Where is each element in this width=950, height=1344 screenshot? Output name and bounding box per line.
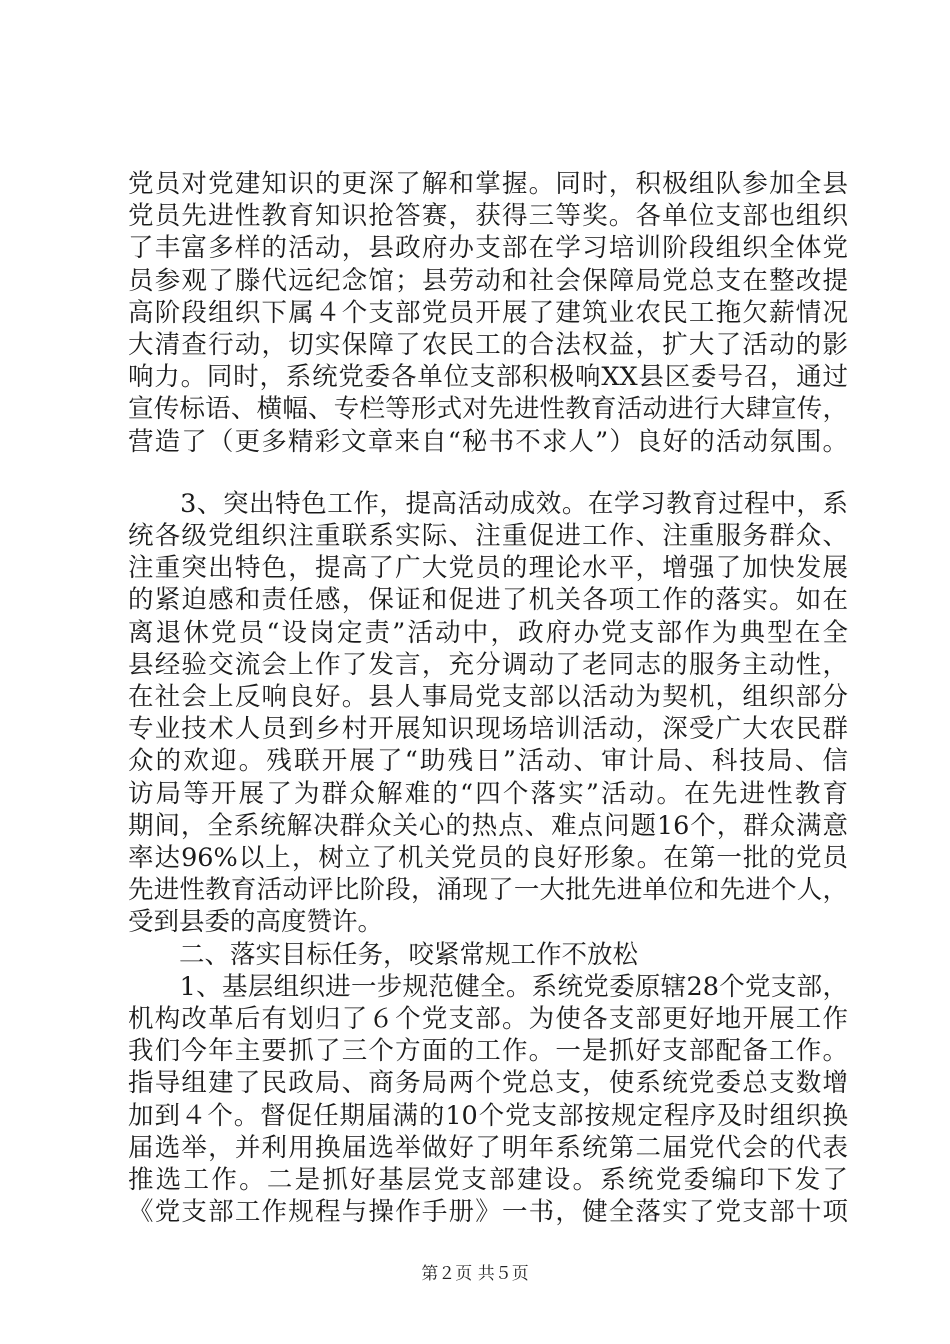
text-line: 在社会上反响良好。县人事局党支部以活动为契机，组织部分 bbox=[128, 682, 848, 712]
text-line: 众的欢迎。残联开展了“助残日”活动、审计局、科技局、信 bbox=[128, 746, 848, 777]
text-line: 县经验交流会上作了发言，充分调动了老同志的服务主动性， bbox=[128, 649, 848, 680]
text-line: 期间，全系统解决群众关心的热点、难点问题16个，群众满意 bbox=[128, 810, 848, 841]
section-heading: 二、落实目标任务，咬紧常规工作不放松 bbox=[128, 939, 639, 970]
text-line: 率达96%以上，树立了机关党员的良好形象。在第一批的党员 bbox=[128, 843, 848, 873]
text-line: 高阶段组织下属４个支部党员开展了建筑业农民工拖欠薪情况 bbox=[128, 297, 848, 328]
text-line: 专业技术人员到乡村开展知识现场培训活动，深受广大农民群 bbox=[128, 714, 848, 745]
text-line: 响力。同时，系统党委各单位支部积极响XX县区委号召，通过 bbox=[128, 362, 848, 393]
text-line: 我们今年主要抓了三个方面的工作。一是抓好支部配备工作。 bbox=[128, 1036, 848, 1067]
text-line: 届选举，并利用换届选举做好了明年系统第二届党代会的代表 bbox=[128, 1132, 848, 1163]
text-line: 离退休党员“设岗定责”活动中，政府办党支部作为典型在全 bbox=[128, 617, 848, 648]
text-line: 注重突出特色，提高了广大党员的理论水平，增强了加快发展 bbox=[128, 553, 848, 584]
text-line: 3、突出特色工作，提高活动成效。在学习教育过程中，系 bbox=[128, 488, 848, 519]
text-line: 《党支部工作规程与操作手册》一书，健全落实了党支部十项 bbox=[128, 1197, 848, 1228]
text-line: 受到县委的高度赞许。 bbox=[128, 907, 384, 938]
text-line: 加到４个。督促任期届满的10个党支部按规定程序及时组织换 bbox=[128, 1100, 848, 1131]
text-line: 了丰富多样的活动，县政府办支部在学习培训阶段组织全体党 bbox=[128, 233, 848, 264]
text-line: 的紧迫感和责任感，保证和促进了机关各项工作的落实。如在 bbox=[128, 585, 848, 616]
text-line: 宣传标语、横幅、专栏等形式对先进性教育活动进行大肆宣传， bbox=[128, 394, 848, 425]
text-line: 指导组建了民政局、商务局两个党总支，使系统党委总支数增 bbox=[128, 1068, 848, 1099]
text-line: 统各级党组织注重联系实际、注重促进工作、注重服务群众、 bbox=[128, 521, 848, 551]
text-line: 机构改革后有划归了６个党支部。为使各支部更好地开展工作 bbox=[128, 1004, 848, 1034]
text-line: 营造了（更多精彩文章来自“秘书不求人”）良好的活动氛围。 bbox=[128, 426, 848, 457]
text-line: 先进性教育活动评比阶段，涌现了一大批先进单位和先进个人， bbox=[128, 875, 848, 906]
text-line: 访局等开展了为群众解难的“四个落实”活动。在先进性教育 bbox=[128, 778, 848, 809]
page-footer: 第２页 共５页 bbox=[421, 1264, 529, 1284]
text-line: 1、基层组织进一步规范健全。系统党委原辖28个党支部， bbox=[128, 971, 848, 1002]
text-line: 党员对党建知识的更深了解和掌握。同时，积极组队参加全县 bbox=[128, 169, 848, 199]
text-line: 党员先进性教育知识抢答赛，获得三等奖。各单位支部也组织 bbox=[128, 201, 848, 232]
text-line: 大清查行动，切实保障了农民工的合法权益，扩大了活动的影 bbox=[128, 330, 848, 360]
text-line: 员参观了滕代远纪念馆；县劳动和社会保障局党总支在整改提 bbox=[128, 265, 848, 296]
text-line: 推选工作。二是抓好基层党支部建设。系统党委编印下发了 bbox=[128, 1165, 848, 1195]
